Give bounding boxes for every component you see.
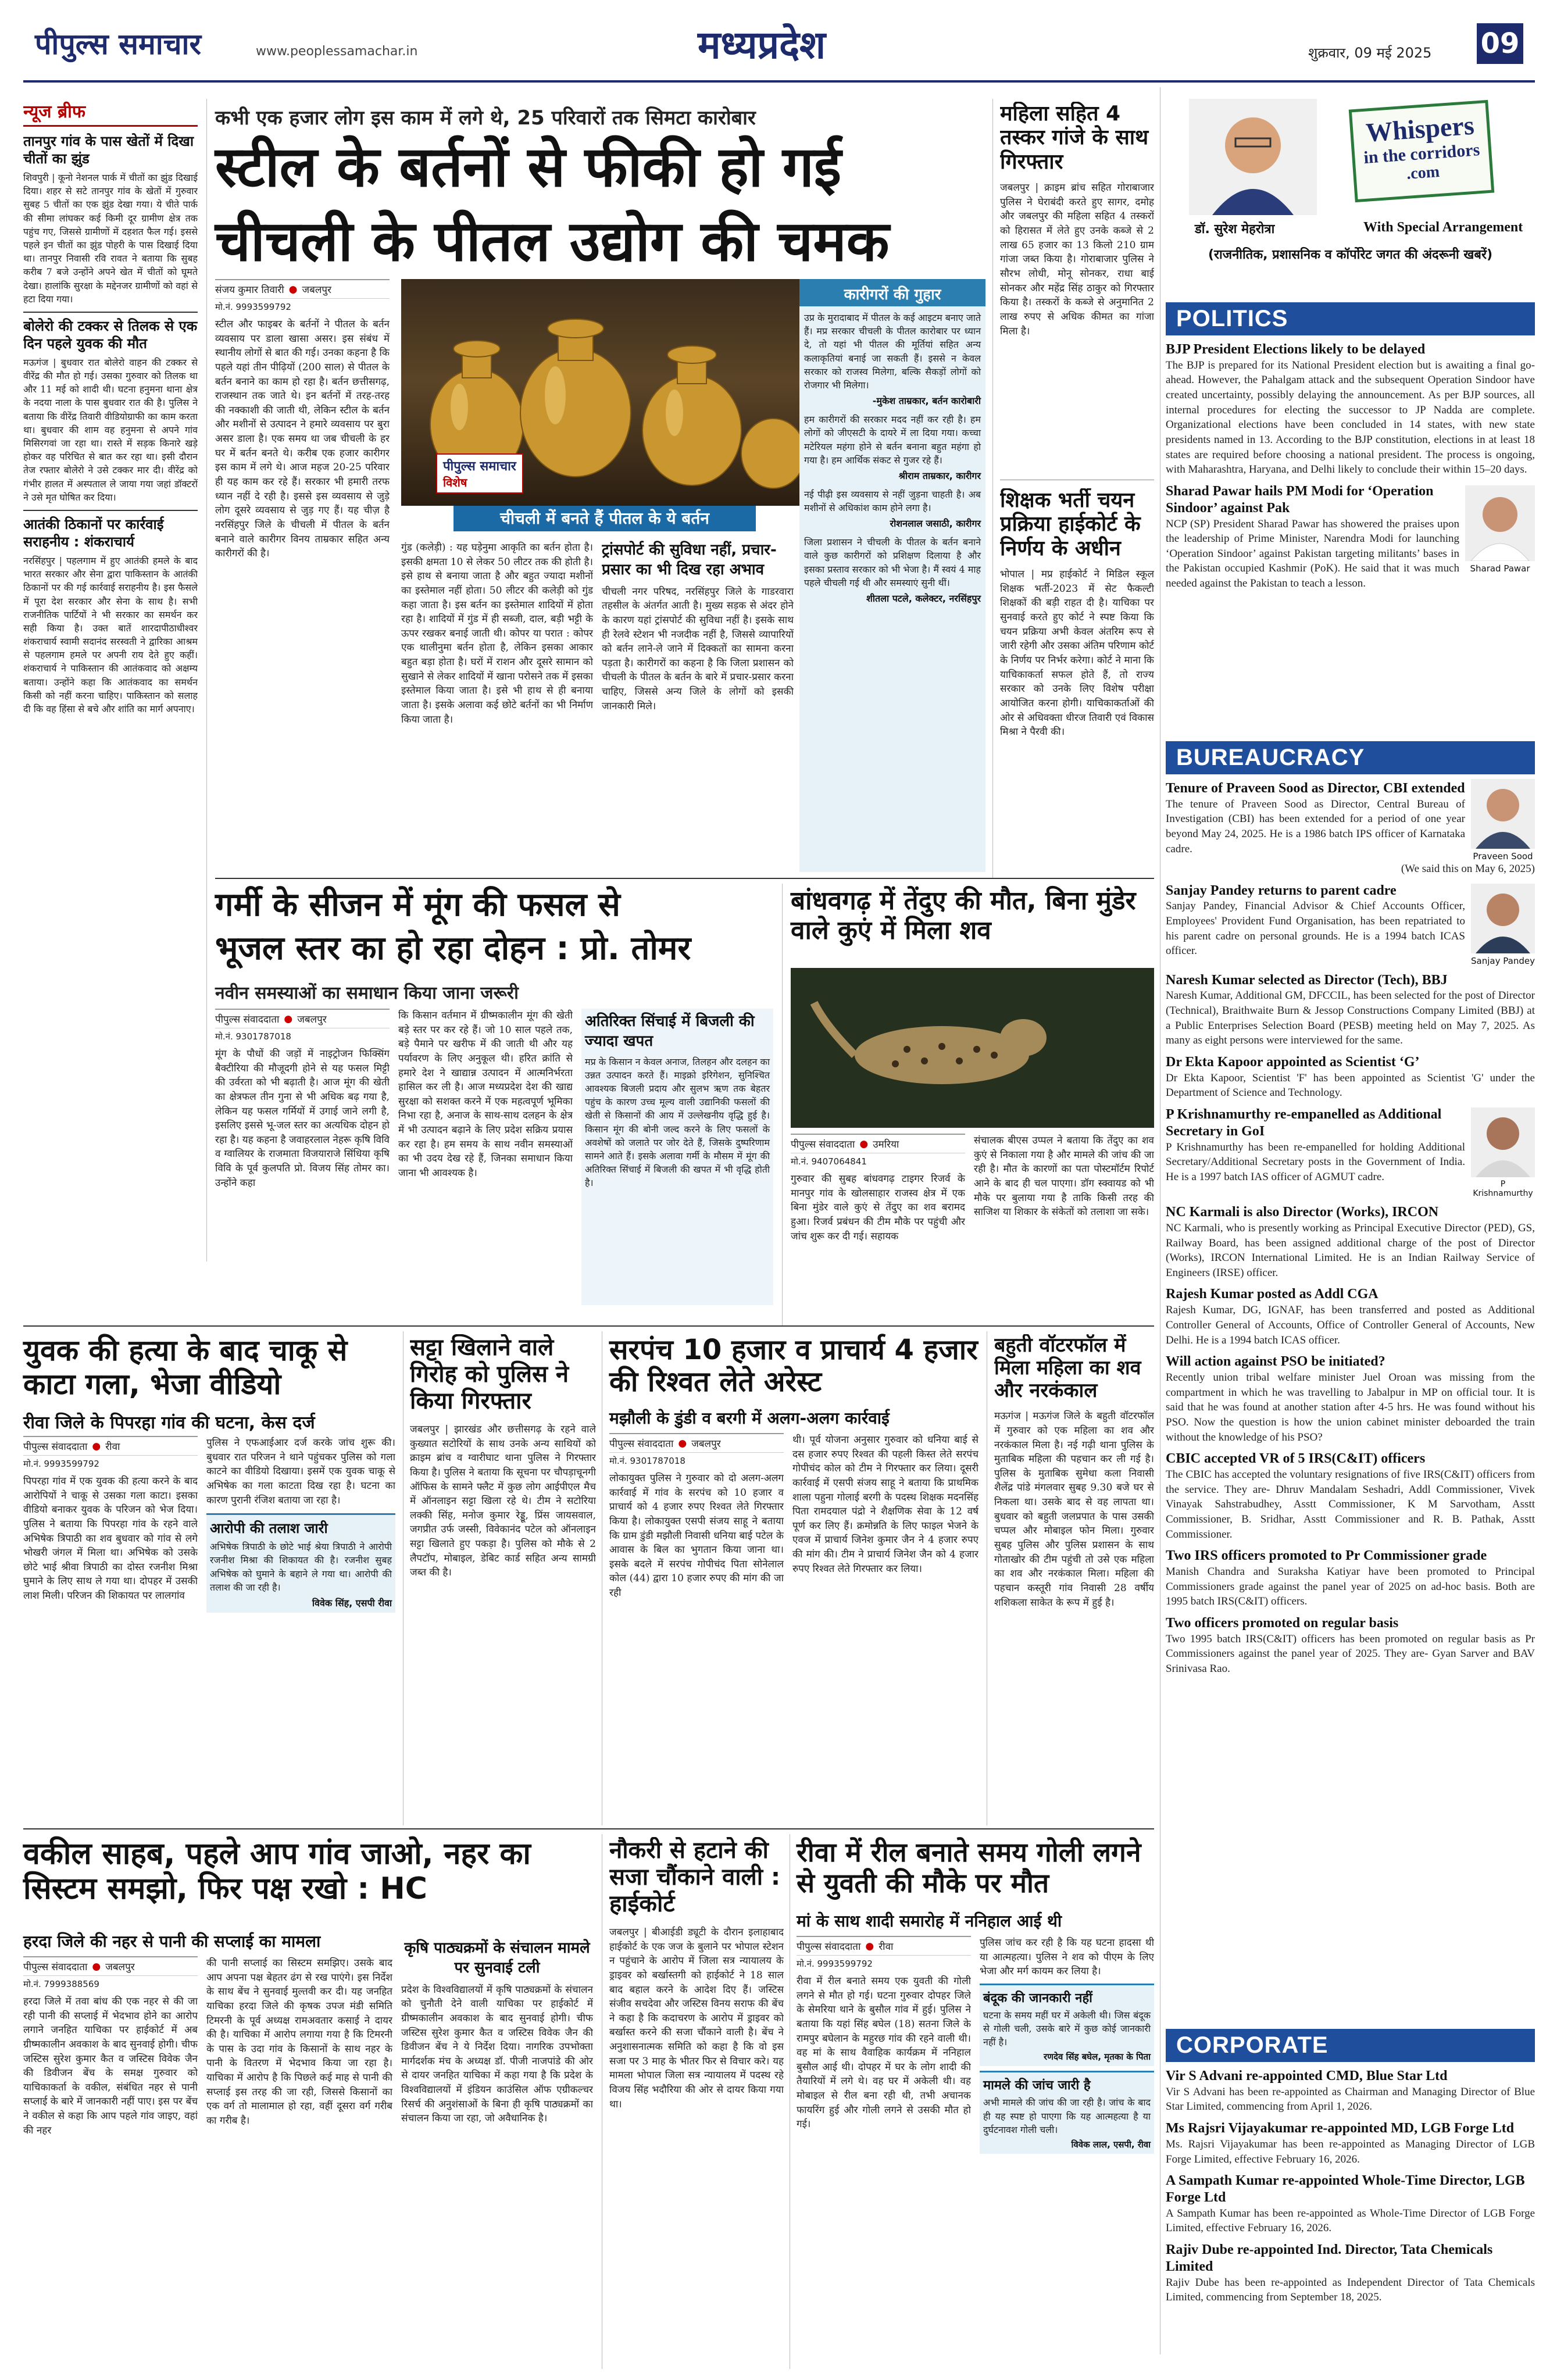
- reel-mobile: मो.नं. 9993599792: [797, 1959, 873, 1969]
- pin-icon: ●: [678, 1437, 687, 1449]
- moong-col-2: [398, 1009, 573, 1305]
- murder-box-by: विवेक सिंह, एसपी रीवा: [312, 1597, 392, 1609]
- bureau-title-8: Will action against PSO be initiated?: [1166, 1354, 1385, 1370]
- masthead-url: www.peoplessamachar.in: [256, 44, 418, 59]
- whispers-logo: [1349, 100, 1495, 202]
- agri-box-title: कृषि पाठ्यक्रमों के संचालन मामले पर सुनवाई टली: [404, 1939, 590, 1977]
- moong-text-1: मूंग के पौधों की जड़ों में नाइट्रोजन फिक्सिंग बैक्टीरिया की मौजूदगी होने से यह फसल मिट्टी की उर्वरता को भी बढ़ाती है। आज मूंग की खेती का क्षेत्रफल तीन गुना से भी अधिक बढ़ गया है, लेकिन यह फसल गर्मियों में उगाई जाने लगी है, इसलिए इससे भू-जल स्तर का अत्यधिक दोहन हो रहा है। यह कहना है जवाहरलाल नेहरू कृषि विवि व ग्वालियर के राजमाता विजयाराजे सिंधिया कृषि विवि के पूर्व कुलपति प्रो. विजय सिंह तोमर का। उन्होंने कहा: [215, 1048, 390, 1189]
- steel-mobile: मो.नं. 9993599792: [215, 302, 291, 312]
- bureau-title-9: CBIC accepted VR of 5 IRS(C&IT) officers: [1166, 1451, 1426, 1467]
- bureau-title-2: Sanjay Pandey returns to parent cadre: [1166, 882, 1397, 898]
- artisans-plea-box: [799, 279, 985, 872]
- brass-pots-photo: [401, 279, 808, 506]
- moong-mobile: मो.नं. 9301787018: [215, 1031, 291, 1042]
- divider: [23, 1325, 1154, 1327]
- pin-icon: ●: [865, 1940, 874, 1952]
- bureau-text-10: Manish Chandra and Suraksha Katiyar have been promoted to Principal Commissioners grade against the panel year of 2025 on ad-hoc basis. Both are 1995 batch IRS(C&IT) officers.: [1166, 1565, 1535, 1608]
- reel-box2-title: मामले की जांच जारी है: [983, 2078, 1091, 2093]
- agri-course-box: [401, 1939, 593, 2369]
- steel-text-1: स्टील और फाइबर के बर्तनों ने पीतल के बर्तन व्यवसाय पर डाला खासा असर। इस संबंध में स्थानीय लोगों से बात की गई। उनका कहना है कि पहले यहां तीन पीढ़ियों (200 साल) से पीतल के बर्तन बनाने का काम हो रहा है। बर्तन छत्तीसगढ़, राजस्थान तक जाते थे। इन बर्तनों में तरह-तरह की नक्काशी की जाती थी, लेकिन स्टील के बर्तन और मशीनों से उत्पादन ने हमारे व्यवसाय पर बुरा असर डाला है। एक समय था जब चीचली के हर घर में बर्तन बनते थे। करीब एक हजार कारीगर इस काम में लगे थे। आज महज 20-25 परिवार ही यह काम कर रहे हैं। सरकार भी हमारी तरफ ध्यान नहीं दे रही है। इससे इस व्यवसाय से जुड़े लोग दूसरे व्यवसाय से जुड़ गए हैं। यह चीज़ है नरसिंहपुर जिले के चीचली में पीतल के बर्तन बनाने वाले कारीगर विनय ताम्रकार सहित अन्य कारीगरों की है।: [215, 319, 390, 560]
- masthead: [0, 0, 1557, 87]
- murder-text-1: पिपरहा गांव में एक युवक की हत्या करने के बाद आरोपियों ने चाकू से उसका गला काटा। इसका वीडियो बनाकर युवक के परिजन को भेज दिया। पुलिस ने बताया कि पिपरहा गांव के रहने वाले अभिषेक त्रिपाठी का शव बुधवार को गांव से लगे भोखरी जंगल में मिला था। अभिषेक को उसके छोटे भाई श्रीवा त्रिपाठी का दोस्त रजनीश मिश्रा घुमाने के लिए साथ ले गया था। दोपहर में उसकी लाश मिली। परिजन की शिकायत पर लालगांव: [23, 1475, 198, 1602]
- pin-icon: ●: [92, 1440, 101, 1452]
- murder-city: रीवा: [105, 1441, 120, 1453]
- ganja-headline: महिला सहित 4 तस्कर गांजे के साथ गिरफ्तार: [1000, 102, 1149, 174]
- corp-title-1: Vir S Advani re-appointed CMD, Blue Star Ltd: [1166, 2068, 1448, 2084]
- p-krishnamurthy-caption: P Krishnamurthy: [1473, 1180, 1533, 1199]
- reel-box2-by: विवेक लाल, एसपी, रीवा: [1071, 2139, 1151, 2150]
- pin-icon: ●: [284, 1013, 293, 1025]
- politics-title-1: BJP President Elections likely to be delayed: [1166, 342, 1426, 357]
- sanjay-pandey-photo: [1471, 884, 1535, 953]
- bureau-text-4: Dr Ekta Kapoor, Scientist 'F' has been appointed as Scientist 'G' under the Department of Science and Technology.: [1166, 1071, 1535, 1099]
- divider: [206, 99, 207, 1262]
- bureau-text-3: Naresh Kumar, Additional GM, DFCCIL, has been selected for the post of Director (Technical), Braithwaite Burn & Jessop Constructions Company Limited (BBJ) at a Public Enterprises Selection Board (PESB) meeting held on May 7, 2025. As many as eight persons were interviewed for the same.: [1166, 989, 1535, 1047]
- waterfall-headline: बहुती वॉटरफॉल में मिला महिला का शव और नरकंकाल: [994, 1334, 1141, 1403]
- bandhav-col-2: [974, 1134, 1154, 1308]
- murder-byline: [23, 1436, 198, 1456]
- satta-story: [410, 1334, 596, 1822]
- steel-kicker: कभी एक हजार लोग इस काम में लगे थे, 25 परिवारों तक सिमटा कारोबार: [215, 106, 756, 130]
- badge-logo: पीपुल्स समाचार: [443, 459, 516, 474]
- bandhav-mobile: मो.नं. 9407064841: [791, 1156, 867, 1167]
- sarpanch-col-1: [609, 1433, 784, 1822]
- brief-text-2: मऊगंज | बुधवार रात बोलेरो वाहन की टक्कर से वीरेंद्र की मौत हो गई। उसका गुरुवार को तिलक था और 11 मई को शादी थी। घटना हनुमना थाना क्षेत्र के नदया नाला के पास बुधवार रात की है। पुलिस ने बताया कि वीरेंद्र तिवारी वीडियोग्राफी का काम करता था। बुधवार की शाम वह हनुमना से अपने गांव मिसिरगवां जा रहा था। रास्ते में सड़क किनारे खड़े होकर वह परिचित से बात कर रहा था। इसी दौरान तेज रफ्तार बोलेरो ने उसे टक्कर मार दी। वीरेंद्र को गंभीर हालत में अस्पताल ले जाया गया जहां डॉक्टरों ने उसे मृत घोषित कर दिया।: [23, 356, 198, 503]
- bureau-title-10: Two IRS officers promoted to Pr Commissioner grade: [1166, 1548, 1487, 1564]
- steel-col-1: [215, 279, 390, 872]
- divider: [23, 1828, 1154, 1829]
- plea-by-2: श्रीराम ताम्रकार, कारीगर: [898, 470, 981, 481]
- teacher-text: भोपाल | मप्र हाईकोर्ट ने मिडिल स्कूल शिक्षक भर्ती-2023 में सेट फैकल्टी शिक्षकों की बड़ी राहत दी है। याचिका पर सुनवाई करते हुए कोर्ट ने स्पष्ट किया कि चयन प्रक्रिया अभी केवल अंतरिम रूप से जारी रहेगी और उसका अंतिम परिणाम कोर्ट के निर्णय पर निर्भर करेगा। कोर्ट ने माना कि याचिकाकर्ता सफल होते हैं, तो राज्य सरकार को उनके लिए विशेष परीक्षा आयोजित करना होगी। याचिकाकर्ताओं की ओर से अधिवक्ता धीरज तिवारी एवं विकास मिश्रा ने पैरवी की।: [1000, 569, 1154, 738]
- plea-quote-4: जिला प्रशासन ने चीचली के पीतल के बर्तन बनाने वाले कुछ कारीगरों को प्रशिक्षण दिलाया है और इसका प्रस्ताव सरकार को भी भेजा है। मैं स्वयं 4 माह पहले चीचली गई थी और समस्याएं सुनी थीं।: [804, 537, 981, 588]
- murder-col-1: [23, 1436, 198, 1820]
- politics-list: [1166, 340, 1535, 741]
- reel-sub: मां के साथ शादी समारोह में ननिहाल आई थी: [797, 1911, 1062, 1931]
- waterfall-story: [994, 1334, 1154, 1822]
- politics-text-2: NCP (SP) President Sharad Pawar has showered the praises upon the leadership of Prime Minister, Narendra Modi for launching ‘Operation Sindoor’ against Pakistan targeting militants’ bases in the Pakistan occupied Kashmir (PoK). He said that it was much needed against the Pakistan to teach a lesson.: [1166, 517, 1459, 590]
- sarpanch-headline: सरपंच 10 हजार व प्राचार्य 4 हजार की रिश्वत लेते अरेस्ट: [609, 1334, 978, 1399]
- pin-icon: ●: [288, 283, 298, 295]
- reel-box-1: [980, 1984, 1154, 2067]
- reel-col-1: [797, 1936, 971, 2369]
- plea-by-1: -मुकेश ताम्रकार, बर्तन कारोबारी: [872, 395, 981, 407]
- politics-band: POLITICS: [1166, 302, 1535, 335]
- p-krishnamurthy-photo: [1471, 1107, 1535, 1177]
- plea-by-3: रोशनलाल जसाठी, कारीगर: [890, 518, 981, 530]
- lawyer-text-1: हरदा जिले में तवा बांध की एक नहर से की जा रही पानी की सप्लाई में भेदभाव होने का आरोप लगाने जनहित याचिका पर हाईकोर्ट में अब ग्रीष्मकालीन अवकाश के बाद सुनवाई होगी। चीफ जस्टिस सुरेश कुमार कैत व जस्टिस विवेक जैन की डिवीजन बेंच के समक्ष गुरुवार को याचिकाकर्ता के वकील, संबंधित नहर से पानी सप्लाई के बारे में जानकारी नहीं पाए। इस पर बेंच ने वकील से कहा कि आप पहले गांव जाइए, वहां की नहर: [23, 1996, 198, 2136]
- bureau-text-9: The CBIC has accepted the voluntary resignations of five IRS(C&IT) officers from the service. They are- Dhruv Mandalam Seshadri, Addl Commissioner, Vivek Vinayak Sahstrabudhey, Asstt Commissioner, K M Sarvotham, Asstt Commissioner, B. Sridhar, Asstt Commissioner and R. B. Pathak, Asstt Commissioner.: [1166, 1468, 1535, 1541]
- sarpanch-text-2: थी। पूर्व योजना अनुसार गुरुवार को धनिया बाई से दस हजार रुपए रिश्वत की पहली किस्त लेते सरपंच गोपीचंद कोल को टीम ने गिरफ्तार कर लिया। दूसरी कार्रवाई में एसपी संजय साहू ने बताया कि प्राथमिक शाला पहुना गोलाई बरगी के पदस्थ शिक्षक मदनसिंह पिता रामदयाल पंद्रो ने शैक्षणिक सेवा के 12 वर्ष पूर्ण कर लिए हैं। क्रमोन्नति के लिए फाइल भेजने के एवज में प्राचार्य जिनेश कुमार जैन ने 4 हजार रुपए की मांग की। टीम ने प्राचार्य जिनेश जैन को 4 हजार रुपए रिश्वत लेते गिरफ्तार कर लिया।: [792, 1434, 979, 1575]
- brief-title-1: तानपुर गांव के पास खेतों में दिखा चीतों का झुंड: [23, 133, 194, 167]
- steel-city: जबलपुर: [302, 284, 331, 296]
- divider: [992, 99, 993, 878]
- lawyer-col-1: [23, 1956, 198, 2369]
- sarpanch-text-1: लोकायुक्त पुलिस ने गुरुवार को दो अलग-अलग कार्रवाई में गांव के सरपंच को 10 हजार व प्राचार्य को 4 हजार रुपए रिश्वत लेते गिरफ्तार किया है। लोकायुक्त एसपी संजय साहू ने बताया कि ग्राम डुंडी मझौली निवासी धनिया बाई पटेल के आवास के बिल का भुगतान किया जाना था। इसके बदले में सरपंच गोपीचंद पिता सोनेलाल कोल (44) द्वारा 10 हजार रुपए की मांग की जा रही: [609, 1473, 784, 1599]
- steel-byline: [215, 279, 390, 299]
- moong-box-title: अतिरिक्त सिंचाई में बिजली की ज्यादा खपत: [585, 1013, 755, 1050]
- reel-box1-by: रणदेव सिंह बघेल, मृतका के पिता: [1044, 2052, 1151, 2063]
- corp-text-3: A Sampath Kumar has been re-appointed as Whole-Time Director of LGB Forge Limited, effective February 16, 2026.: [1166, 2207, 1535, 2235]
- murder-text-2: पुलिस ने एफआईआर दर्ज करके जांच शुरू की। बुधवार रात परिजन ने थाने पहुंचकर पुलिस को गला काटने का वीडियो दिखाया। इसमें एक युवक चाकू से अभिषेक का गला काटता दिख रहा है। घटना का कारण पुरानी रंजिश बताया जा रहा है।: [206, 1437, 395, 1506]
- murder-box-text: अभिषेक त्रिपाठी के छोटे भाई श्रेया त्रिपाठी ने आरोपी रजनीश मिश्रा की शिकायत की है। रजनीश सुबह अभिषेक को घुमाने के बहाने ले गया था। आरोपी की तलाश की जा रही है।: [210, 1541, 392, 1593]
- praveen-sood-photo: [1471, 779, 1535, 849]
- badge-sub: विशेष: [443, 476, 467, 489]
- reel-col-2: [980, 1936, 1154, 2369]
- murder-mobile: मो.नं. 9993599792: [23, 1459, 99, 1469]
- bandhav-headline: बांधवगढ़ में तेंदुए की मौत, बिना मुंडेर वाले कुएं में मिला शव: [791, 886, 1136, 945]
- bandhav-col-1: [791, 1134, 965, 1308]
- bandhav-city: उमरिया: [873, 1139, 899, 1150]
- steel-side-box: [602, 541, 794, 872]
- reel-text-2: पुलिस जांच कर रही है कि यह घटना हादसा थी या आत्महत्या। पुलिस ने शव को पीएम के लिए भेजा और मर्ग कायम कर लिया है।: [980, 1937, 1154, 1978]
- plea-title: कारीगरों की गुहार: [799, 281, 985, 306]
- murder-box: [206, 1513, 395, 1613]
- masthead-logo: पीपुल्स समाचार: [35, 27, 201, 61]
- bureau-text-8: Recently union tribal welfare minister Juel Oroan was missing from the compartment in which he was travelling to Jabalpur in MP on official tour. It is said that he was found at another station after 4-5 hrs. He was found without his PSO. Now the question is how the union cabinet minister deboarded the train without the knowledge of his PSO?: [1166, 1371, 1535, 1443]
- murder-headline: युवक की हत्या के बाद चाकू से काटा गला, भेजा वीडियो: [23, 1334, 348, 1401]
- sarpanch-mobile: मो.नं. 9301787018: [609, 1456, 685, 1466]
- reel-headline: रीवा में रील बनाते समय गोली लगने से युवती की मौके पर मौत: [797, 1836, 1141, 1899]
- steel-headline-2: चीचली के पीतल उद्योग की चमक: [215, 209, 890, 274]
- brief-title-3: आतंकी ठिकानों पर कार्रवाई सराहनीय : शंकराचार्य: [23, 510, 198, 551]
- lawyer-byline: [23, 1956, 198, 1976]
- brief-title-2: बोलेरो की टक्कर से तिलक से एक दिन पहले युवक की मौत: [23, 312, 198, 352]
- plea-quote-2: हम कारीगरों की सरकार मदद नहीं कर रही है। हम लोगों को जीएसटी के दायरे में ला दिया गया। कच्चा मटेरियल महंगा होने से बर्तन बनाना बहुत महंगा हो गया है। हम आर्थिक संकट से गुजर रहे हैं।: [804, 414, 981, 466]
- author-name: डॉ. सुरेश मेहरोत्रा: [1195, 222, 1275, 237]
- reel-byline: [797, 1936, 971, 1956]
- sarpanch-reporter: पीपुल्स संवाददाता: [609, 1438, 674, 1450]
- corporate-list: [1166, 2067, 1535, 2369]
- sharad-pawar-photo: [1465, 485, 1535, 561]
- plea-quote-1: उप्र के मुरादाबाद में पीतल के कई आइटम बनाए जाते हैं। मप्र सरकार चीचली के पीतल कारोबार पर ध्यान दे, तो यहां भी पीतल की मूर्तियां सहित अन्य कलाकृतियां बनाई जा सकती हैं। इससे न केवल सरकार को राजस्व मिलेगा, बल्कि सैकड़ों लोगों को रोजगार भी मिलेगा।: [804, 312, 981, 391]
- moong-headline-1: गर्मी के सीजन में मूंग की फसल से: [215, 886, 620, 924]
- sarpanch-sub: मझौली के डुंडी व बरगी में अलग-अलग कार्रवाई: [609, 1409, 890, 1428]
- reel-reporter: पीपुल्स संवाददाता: [797, 1941, 861, 1953]
- news-brief-column: [23, 99, 198, 1262]
- section-title: मध्यप्रदेश: [698, 23, 826, 67]
- moong-city: जबलपुर: [297, 1014, 327, 1025]
- reel-box2-text: अभी मामले की जांच की जा रही है। जांच के बाद ही यह स्पष्ट हो पाएगा कि यह आत्महत्या है या दुर्घटनावश गोली चली।: [983, 2097, 1151, 2135]
- moong-box-text: मप्र के किसान न केवल अनाज, तिलहन और दलहन का उन्नत उत्पादन करते हैं। माइक्रो इरिगेशन, सुनिश्चित आवश्यक बिजली प्रदाय और सुलभ ऋण तक बेहतर पहुंच के कारण उच्च मूल्य वाली उद्यानिकी फसलों की खेती से किसानों की आय में उल्लेखनीय वृद्धि हुई है। किसान मूंग की बोनी जल्द करने के लिए फसलों के अवशेषों को जलाते पर जोर देते हैं, जिसके दुष्परिणाम सामने आते हैं। इसके अलावा गर्मी के मौसम में मूंग की अतिरिक्त सिंचाई में बिजली की खपत में भी वृद्धि होती है।: [585, 1056, 770, 1189]
- plea-quote-3: नई पीढ़ी इस व्यवसाय से नहीं जुड़ना चाहती है। अब मशीनों से अधिकांश काम होने लगा है।: [804, 488, 981, 514]
- lawyer-mobile: मो.नं. 7999388569: [23, 1979, 99, 1989]
- bureaucracy-list: [1166, 779, 1535, 1825]
- corporate-band: CORPORATE: [1166, 2029, 1535, 2062]
- brief-heading: न्यूज ब्रीफ: [23, 99, 198, 127]
- steel-side-title: ट्रांसपोर्ट की सुविधा नहीं, प्रचार-प्रसार का भी दिख रहा अभाव: [602, 541, 777, 578]
- bureau-title-11: Two officers promoted on regular basis: [1166, 1615, 1399, 1631]
- lawyer-text-2: की पानी सप्लाई का सिस्टम समझिए। उसके बाद आप अपना पक्ष बेहतर ढंग से रख पाएंगे। इस निर्देश के साथ बेंच ने सुनवाई मुल्तवी कर दी। यह जनहित याचिका हरदा जिले की कृषक उपज मंडी समिति टिमरनी के पूर्व अध्यक्ष रामअवतार कसाई ने दायर की है। याचिका में आरोप लगाया गया है कि टिमरनी के पास के उदा गांव के किसानों के साथ नहर के पानी के वितरण में भेदभाव किया जा रहा है। याचिका में आरोप है कि पिछले कई माह से पानी की सप्लाई इस तरह की जा रही, जिससे किसानों का एक वर्ग तो मालामाल हो रहा, वहीं दूसरा वर्ग गरीब का गरीब है।: [206, 1957, 392, 2127]
- job-text: जबलपुर | बीआईडी ड्यूटी के दौरान इलाहाबाद हाईकोर्ट के एक जज के बुलाने पर भोपाल स्टेशन न पहुंचाने के आरोप में जिला सत्र न्यायालय के ड्राइवर को बर्खास्तगी को हाईकोर्ट ने 18 साल बाद बहाल करने के आदेश दिए हैं। जस्टिस संजीव सचदेवा और जस्टिस विनय सराफ की बेंच ने कहा है कि कदाचरण के आरोप में ड्राइवर को बर्खास्त करने की सजा चौंकाने वाली है। बेंच ने अनुशासनात्मक समिति को कहा है कि वो इस सजा पर 3 माह के भीतर फिर से विचार करे। यह मामला भोपाल जिला सत्र न्यायालय में पदस्थ रहे विजय सिंह भदौरिया की ओर से दायर किया गया था।: [609, 1927, 784, 2110]
- bureaucracy-band: BUREAUCRACY: [1166, 741, 1535, 774]
- teacher-story: [1000, 488, 1154, 872]
- moong-byline: [215, 1009, 390, 1028]
- bureau-title-1: Tenure of Praveen Sood as Director, CBI extended: [1166, 781, 1465, 796]
- bureau-title-4: Dr Ekta Kapoor appointed as Scientist ‘G’: [1166, 1055, 1420, 1070]
- bureau-text-5: P Krishnamurthy has been re-empanelled for holding Additional Secretary/Additional Secretary posts in the Government of India. He is a 1997 batch IAS officer of AGMUT cadre.: [1166, 1141, 1465, 1183]
- moong-sub: नवीन समस्याओं का समाधान किया जाना जरूरी: [215, 983, 519, 1003]
- bureau-text-2: Sanjay Pandey, Financial Advisor & Chief Accounts Officer, Employees' Provident Fund Organisation, has been repatriated to his parent cadre on personal grounds. He is a 1994 batch ICAS officer.: [1166, 900, 1465, 957]
- issue-date: शुक्रवार, 09 मई 2025: [1308, 45, 1432, 61]
- special-badge: [436, 453, 523, 494]
- corp-title-3: A Sampath Kumar re-appointed Whole-Time Director, LGB Forge Ltd: [1166, 2173, 1525, 2205]
- bandhav-text-2: संचालक बीएस उप्पल ने बताया कि तेंदुए का शव कुएं से निकाला गया है और मामले की जांच की जा रही है। मौत के कारणों का पता पोस्टमॉर्टम रिपोर्ट आने के बाद ही चल पाएगा। डॉग स्क्वायड को भी मौके पर बुलाया गया है ताकि किसी तरह की साजिश या शिकार के संकेतों को तलाशा जा सके।: [974, 1135, 1154, 1218]
- lawyer-col-2: [206, 1956, 392, 2369]
- bureau-title-3: Naresh Kumar selected as Director (Tech), BBJ: [1166, 972, 1448, 988]
- murder-sub: रीवा जिले के पिपरहा गांव की घटना, केस दर्ज: [23, 1413, 315, 1433]
- moong-box: [581, 1009, 773, 1305]
- reel-box1-text: घटना के समय महीं घर में अकेली थी। जिस बंदूक से गोली चली, उसके बारे में कुछ कोई जानकारी नहीं है।: [983, 2009, 1151, 2048]
- ganja-story: [1000, 102, 1154, 474]
- sarpanch-byline: [609, 1433, 784, 1453]
- steel-text-2: गुंड (कलेड़ी) : यह घड़ेनुमा आकृति का बर्तन होता है। इसकी क्षमता 10 से लेकर 50 लीटर तक की होती है। इसे हाथ से बनाया जाता है और बहुत ज्यादा मशीनों का इस्तेमाल नहीं होता। 50 लीटर की कलेड़ी को गुंड कहा जाता है। इस बर्तन का इस्तेमाल शादियों में होता रहा है। शादियों में गुंड में ही सब्जी, दाल, बड़ी भट्टी के ऊपर रखकर बनाई जाती थी। कोपर या परात : कोपर एक थालीनुमा बर्तन होता है, लेकिन इसका आकार बहुत बड़ा होता है। घरों में राशन और दूसरे सामान को सुखाने से लेकर शादियों में खाना परोसने तक में इसका इस्तेमाल किया जाता है। इसे भी हाथ से ही बनाया जाता है। इसके अलावा कई छोटे बर्तनों का भी निर्माण किया जाता है।: [401, 542, 593, 726]
- steel-reporter: संजय कुमार तिवारी: [215, 284, 284, 296]
- murder-box-title: आरोपी की तलाश जारी: [210, 1520, 328, 1537]
- corp-text-4: Rajiv Dube has been re-appointed as Independent Director of Tata Chemicals Limited, commencing from September 18, 2025.: [1166, 2276, 1535, 2304]
- moong-col-1: [215, 1009, 390, 1305]
- plea-by-4: शीतला पटले, कलेक्टर, नरसिंहपुर: [866, 593, 981, 604]
- bandhav-byline: [791, 1134, 965, 1153]
- bureau-title-5: P Krishnamurthy re-empanelled as Additional Secretary in GoI: [1166, 1107, 1442, 1139]
- moong-reporter: पीपुल्स संवाददाता: [215, 1014, 280, 1025]
- satta-headline: सट्टा खिलाने वाले गिरोह को पुलिस ने किया गिरफ्तार: [410, 1334, 569, 1414]
- bureau-text-1: The tenure of Praveen Sood as Director, Central Bureau of Investigation (CBI) has been extended for a period of one year beyond May 24, 2025. He is a 1986 batch IPS officer of Karnataka cadre.: [1166, 798, 1465, 855]
- politics-title-2: Sharad Pawar hails PM Modi for ‘Operation Sindoor’ against Pak: [1166, 483, 1434, 516]
- teacher-headline: शिक्षक भर्ती चयन प्रक्रिया हाईकोर्ट के निर्णय के अधीन: [1000, 488, 1141, 560]
- sarpanch-city: जबलपुर: [691, 1438, 721, 1450]
- pin-icon: ●: [92, 1960, 101, 1972]
- lawyer-reporter: पीपुल्स संवाददाता: [23, 1961, 88, 1973]
- divider: [215, 878, 1154, 879]
- whispers-logo-3: .com: [1406, 162, 1441, 183]
- masthead-rule: [23, 80, 1535, 83]
- corp-text-2: Ms. Rajsri Vijayakumar has been re-appointed as Managing Director of LGB Forge Limited, effective February 16, 2026.: [1166, 2138, 1535, 2165]
- bureau-title-7: Rajesh Kumar posted as Addl CGA: [1166, 1287, 1379, 1302]
- whispers-header: [1166, 93, 1535, 279]
- politics-text-1: The BJP is prepared for its National President election but is awaiting a final go-ahead. However, the Pahalgam attack and the subsequent Operation Sindoor have created uncertainty, possibly delaying the announcement. As per BJP sources, all internal procedures for electing the successor to JP Nadda are complete. Organizational elections have been concluded in 14 states, with new state presidents named in 13. According to the BJP constitution, elections in at least 18 states are required before choosing a national president. The process is ongoing, with Maharashtra, Haryana, and Delhi likely to conclude their within 15–20 days.: [1166, 359, 1535, 476]
- praveen-sood-caption: Praveen Sood: [1473, 851, 1533, 862]
- leopard-photo: [791, 968, 1154, 1128]
- reel-city: रीवा: [879, 1941, 894, 1953]
- agri-box-text: प्रदेश के विश्वविद्यालयों में कृषि पाठ्यक्रमों के संचालन को चुनौती देने वाली याचिका पर हाईकोर्ट में ग्रीष्मकालीन अवकाश के बाद सुनवाई होगी। चीफ जस्टिस सुरेश कुमार कैत व जस्टिस विवेक जैन की डिवीजन बेंच ने ये निर्देश दिया। नागरिक उपभोक्ता मार्गदर्शक मंच के अध्यक्ष डॉ. पीजी नाजपांडे की ओर से दायर जनहित याचिका में कहा गया है कि प्रदेश के विश्वविद्यालयों में इंडियन काउंसिल ऑफ एग्रीकल्चर रिसर्च की अनुशंसाओं के बिना ही कृषि पाठ्यक्रमों का संचालन किया जा रहा, जो अवैधानिक है।: [401, 1984, 593, 2125]
- corp-title-4: Rajiv Dube re-appointed Ind. Director, Tata Chemicals Limited: [1166, 2242, 1493, 2274]
- steel-side-text: चीचली नगर परिषद, नरसिंहपुर जिले के गाडरवारा तहसील के अंतर्गत आती है। मुख्य सड़क से अंदर होने के कारण यहां ट्रांसपोर्ट की सुविधा नहीं है। इसके साथ ही रेलवे स्टेशन भी नजदीक नहीं है, जिससे व्यापारियों को बर्तन लाने-ले जाने में दिक्कतों का सामना करना पड़ता है। कारीगरों का कहना है कि जिला प्रशासन को चीचली के पीतल के बर्तन के बारे में प्रचार-प्रसार करना चाहिए, जिससे अन्य जिले के लोगों को इसकी जानकारी मिले।: [602, 585, 794, 712]
- bandhav-reporter: पीपुल्स संवाददाता: [791, 1139, 855, 1150]
- sharad-pawar-caption: Sharad Pawar: [1470, 563, 1530, 574]
- lawyer-sub: हरदा जिले की नहर से पानी की सप्लाई का मामला: [23, 1932, 321, 1951]
- page-number: 09: [1477, 23, 1523, 64]
- pin-icon: ●: [859, 1138, 869, 1150]
- steel-col-2: [401, 541, 593, 872]
- bureau-note-1: (We said this on May 6, 2025): [1401, 863, 1535, 875]
- brief-text-1: शिवपुरी | कूनो नेशनल पार्क में चीतों का झुंड दिखाई दिया। शहर से सटे तानपुर गांव के खेतों में गुरुवार सुबह 5 चीतों का एक झुंड देखा गया। ये चीते पार्क की सीमा लांघकर कई किमी दूर ग्रामीण क्षेत्र तक पहुंच गए, जिससे ग्रामीणों में दहशत फैल गई। इससे पहले इन चीतों का झुंड पोहरी के पास दिखाई दिया था। तानपुर निवासी रवि रावत ने बताया कि सुबह करीब 7 बजे उन्होंने अपने खेत में चीतों को घूमते देखा। हालांकि सुरक्षा के मद्देनजर ग्रामीणों को वहां से हटा दिया गया।: [23, 172, 198, 305]
- job-story: [609, 1837, 784, 2369]
- whispers-logo-1: Whispers: [1365, 110, 1476, 148]
- bandhav-text-1: गुरुवार की सुबह बांधवगढ़ टाइगर रिजर्व के मानपुर गांव के खोलसाहार राजस्व क्षेत्र में एक बिना मुंडेर वाले कुएं से तेंदुए का शव बरामद हुआ। रिजर्व प्रबंधन की टीम मौके पर पहुंची और जांच शुरू कर दी गई। सहायक: [791, 1173, 965, 1242]
- bureau-title-6: NC Karmali is also Director (Works), IRCON: [1166, 1205, 1439, 1220]
- reel-text-1: रीवा में रील बनाते समय एक युवती की गोली लगने से मौत हो गई। घटना गुरुवार दोपहर जिले के सेमरिया थाने के बुसौल गांव में हुई। पुलिस ने बताया कि यहां सिंह बघेल (18) सतना जिले के रामपुर बघेलान के महुरछ गांव की रहने वाली थी। वह मां के साथ वैवाहिक कार्यक्रम में ननिहाल बुसौल आई थी। दोपहर में घर के लोग शादी की तैयारियों में लगे थे। वह घर में अकेली थी। वह मोबाइल से रील बना रही थी, तभी अचानक फायरिंग हुई और गोली लगने से उसकी मौत हो गई।: [797, 1975, 971, 2131]
- divider: [782, 884, 783, 1325]
- moong-text-2: कि किसान वर्तमान में ग्रीष्मकालीन मूंग की खेती बड़े स्तर पर कर रहे हैं। जो 10 साल पहले तक, बड़े पैमाने पर खरीफ में की जाती थी और यह पर्यावरण के लिए अनुकूल थी। हरित क्रांति से हमारे देश ने खाद्यान्न उत्पादन में आत्मनिर्भरता हासिल कर ली है। आज मध्यप्रदेश देश की खाद्य सुरक्षा को सशक्त करने में एक महत्वपूर्ण भूमिका निभा रहा है, अनाज के साथ-साथ दलहन के क्षेत्र में भी उत्पादन बढ़ाने के लिए प्रदेश सक्रिय प्रयास कर रहा है। हम समय के साथ नवीन समस्याओं का भी उदय देख रहे हैं, जिनका समाधान किया जाना भी आवश्यक है।: [398, 1010, 573, 1180]
- corp-text-1: Vir S Advani has been re-appointed as Chairman and Managing Director of Blue Star Limited, commencing from April 1, 2026.: [1166, 2085, 1535, 2113]
- lawyer-headline: वकील साहब, पहले आप गांव जाओ, नहर का सिस्टम समझो, फिर पक्ष रखो : HC: [23, 1836, 531, 1906]
- author-portrait: [1189, 99, 1317, 215]
- brief-text-3: नरसिंहपुर | पहलगाम में हुए आतंकी हमले के बाद भारत सरकार और सेना द्वारा पाकिस्तान के आतंकी ठिकानों पर की गई कार्रवाई सराहनीय है। इस फैसले में पूरा देश सरकार और सेना के साथ है। सभी राजनीतिक पार्टियों ने भी सरकार का समर्थन कर सही किया है। उक्त बातें शारदापीठाधीश्वर शंकराचार्य स्वामी सदानंद सरस्वती ने द्वारिका आश्रम से पहलगाम हमले पर अपनी राय देते हुए कहीं। शंकराचार्य ने पाकिस्तान की आतंकवाद को अक्षम्य बताया। उन्होंने कहा कि आतंकवाद का समर्थन किसी को नहीं करना चाहिए। पाकिस्तान को सलाह दी कि वह हिंसा से बचे और शांति का मार्ग अपनाए।: [23, 555, 198, 714]
- reel-box-2: [980, 2071, 1154, 2154]
- job-headline: नौकरी से हटाने की सजा चौंकाने वाली : हाईकोर्ट: [609, 1837, 780, 1917]
- arrangement-note: With Special Arrangement: [1363, 220, 1523, 235]
- waterfall-text: मऊगंज | मऊगंज जिले के बहुती वॉटरफॉल में गुरुवार को एक महिला का शव और नरकंकाल मिला है। नई गढ़ी थाना पुलिस के मुताबिक महिला की पहचान कर ली गई है। पुलिस के मुताबिक सुमेधा कला निवासी शैलेंद्र पांडे मंगलवार सुबह 9.30 बजे घर से निकला था। उसके बाद से वह लापता था। बुधवार को बहुती जलप्रपात के पास उसकी चप्पल और मोबाइल फोन मिला। गुरुवार सुबह पुलिस और पुलिस प्रशासन के साथ गोताखोर की टीम पहुंची तो उसे एक महिला का शव और नरकंकाल मिला। महिला की पहचान कस्तूरी गांव निवासी 28 वर्षीय शशिकला साकेत के रूप में हुई है।: [994, 1410, 1154, 1609]
- photo-caption-band: चीचली में बनते हैं पीतल के ये बर्तन: [453, 506, 756, 531]
- murder-reporter: पीपुल्स संवाददाता: [23, 1441, 88, 1453]
- bureau-text-7: Rajesh Kumar, DG, IGNAF, has been transferred and posted as Additional Controller General of Accounts, Office of Controller General of Accounts, New Delhi. He is a 1994 batch ICAS officer.: [1166, 1304, 1535, 1346]
- ganja-text: जबलपुर | क्राइम ब्रांच सहित गोराबाजार पुलिस ने घेराबंदी करते हुए सागर, दमोह और जबलपुर की महिला सहित 4 तस्करों को हिरासत में लेते हुए उनके कब्जे से 2 लाख 65 हजार का 13 किलो 210 ग्राम गांजा जब्त किया है। गोराबाजार पुलिस ने सौरभ लोधी, मोनू सोनकर, राधा बाई सोनकर और महेंद्र सिंह ठाकुर को गिरफ्तार किया है। तस्करों के कब्जे से अनुमानित 2 लाख रुपए से अधिक कीमत का गांजा मिला है।: [1000, 182, 1154, 337]
- bureau-text-11: Two 1995 batch IRS(C&IT) officers has been promoted on regular basis as Pr Commissioners against the panel year of 2025. They are- Gyan Sarver and BAV Srinivasa Rao.: [1166, 1632, 1535, 1675]
- sanjay-pandey-caption: Sanjay Pandey: [1471, 955, 1535, 966]
- satta-text: जबलपुर | झारखंड और छत्तीसगढ़ के रहने वाले कुख्यात सटोरियों के साथ उनके अन्य साथियों को क्राइम ब्रांच व ग्वारीघाट थाना पुलिस ने गिरफ्तार किया है। पुलिस ने बताया कि सूचना पर चौपड़ाचूनगी ऑफिस के सामने फ्लैट में कुछ लोग आईपीएल मैच में ऑनलाइन सट्टा खिला रहे थे। टीम ने सटोरिया लक्की सिंह, मनोज कुमार रेड्डू, प्रिंस जायसवाल, जगप्रीत उर्फ जस्सी, विवेकानंद पटेल को ऑनलाइन सट्टा खिलाते हुए पकड़ा है। पुलिस को मौके से 2 लैपटॉप, मोबाइल, डेबिट कार्ड सहित अन्य सामग्री जब्त की है।: [410, 1424, 596, 1579]
- steel-headline-1: स्टील के बर्तनों से फीकी हो गई: [215, 134, 842, 199]
- sarpanch-col-2: [792, 1433, 979, 1822]
- whispers-logo-2: in the corridors: [1363, 140, 1481, 167]
- whispers-tagline: (राजनीतिक, प्रशासनिक व कॉर्पोरेट जगत की अंदरूनी खबरें): [1208, 248, 1492, 262]
- bureau-text-6: NC Karmali, who is presently working as Principal Executive Director (PED), GS, Railway Board, has been assigned additional charge of the post of Director (Works), IRCON International Limited. He is an Indian Railway Service of Engineers (IRSE) officer.: [1166, 1221, 1535, 1279]
- leopard-illustration: [791, 968, 1154, 1128]
- lawyer-city: जबलपुर: [105, 1961, 135, 1973]
- corp-title-2: Ms Rajsri Vijayakumar re-appointed MD, LGB Forge Ltd: [1166, 2121, 1515, 2136]
- reel-box1-title: बंदूक की जानकारी नहीं: [983, 1991, 1092, 2006]
- murder-col-2: [206, 1436, 395, 1820]
- moong-headline-2: भूजल स्तर का हो रहा दोहन : प्रो. तोमर: [215, 930, 691, 967]
